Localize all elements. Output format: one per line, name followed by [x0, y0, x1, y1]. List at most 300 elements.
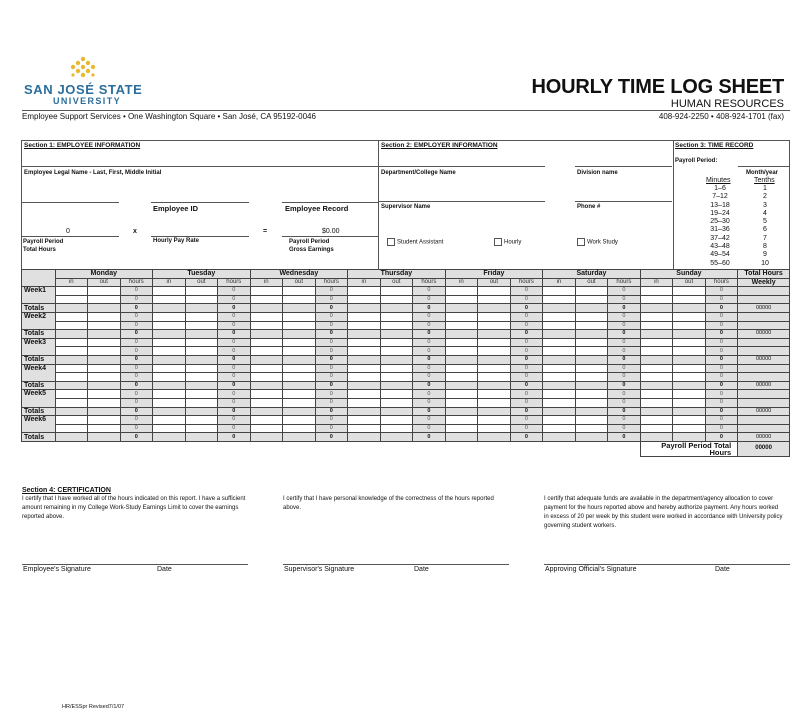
time-out-input[interactable] — [380, 287, 413, 296]
section1-title: Section 1: EMPLOYEE INFORMATION — [24, 142, 141, 149]
time-in-input[interactable] — [153, 364, 186, 373]
time-out-input[interactable] — [575, 424, 608, 433]
totals-row — [22, 304, 790, 313]
time-out-input[interactable] — [88, 295, 121, 304]
hours-value: 0 — [120, 295, 153, 304]
time-in-input[interactable] — [55, 398, 88, 407]
totals-in-blank — [153, 330, 186, 339]
gross-earnings-field[interactable] — [282, 236, 378, 237]
day-total-value: 0 — [315, 355, 348, 364]
time-out-input[interactable] — [673, 373, 706, 382]
time-in-input[interactable] — [543, 338, 576, 347]
time-out-input[interactable] — [478, 287, 511, 296]
time-out-input[interactable] — [575, 398, 608, 407]
time-out-input[interactable] — [88, 390, 121, 399]
hours-value: 0 — [413, 416, 446, 425]
checkbox-icon[interactable] — [387, 238, 395, 246]
hours-value: 0 — [218, 416, 251, 425]
time-in-input[interactable] — [153, 347, 186, 356]
time-out-input[interactable] — [283, 287, 316, 296]
totals-out-blank — [380, 355, 413, 364]
employee-record-field[interactable] — [282, 202, 378, 203]
time-in-input[interactable] — [348, 321, 381, 330]
time-out-input[interactable] — [478, 321, 511, 330]
totals-in-blank — [543, 433, 576, 442]
time-in-input[interactable] — [543, 347, 576, 356]
time-out-input[interactable] — [380, 398, 413, 407]
hours-value: 0 — [218, 398, 251, 407]
payroll-period-field[interactable] — [738, 166, 790, 167]
totals-in-blank — [153, 407, 186, 416]
time-out-input[interactable] — [673, 424, 706, 433]
time-out-input[interactable] — [283, 424, 316, 433]
employee-date-label: Date — [157, 566, 172, 573]
time-in-input[interactable] — [543, 312, 576, 321]
hours-value: 0 — [608, 364, 641, 373]
official-signature-line[interactable] — [544, 564, 790, 565]
time-in-input[interactable] — [348, 364, 381, 373]
day-total-value: 0 — [413, 407, 446, 416]
totals-out-blank — [185, 381, 218, 390]
time-in-input[interactable] — [153, 398, 186, 407]
time-in-input[interactable] — [348, 416, 381, 425]
payroll-total-label: Payroll Period Total Hours — [640, 441, 738, 456]
totals-in-blank — [153, 381, 186, 390]
totals-in-blank — [250, 407, 283, 416]
time-out-input[interactable] — [380, 338, 413, 347]
time-in-input[interactable] — [543, 416, 576, 425]
time-in-input[interactable] — [348, 312, 381, 321]
time-out-input[interactable] — [478, 373, 511, 382]
time-out-input[interactable] — [283, 347, 316, 356]
time-out-input[interactable] — [478, 295, 511, 304]
time-out-input[interactable] — [478, 347, 511, 356]
time-out-input[interactable] — [283, 390, 316, 399]
checkbox-icon[interactable] — [494, 238, 502, 246]
hours-value: 0 — [608, 338, 641, 347]
time-out-input[interactable] — [283, 373, 316, 382]
time-out-input[interactable] — [185, 321, 218, 330]
time-in-input[interactable] — [543, 373, 576, 382]
time-out-input[interactable] — [673, 321, 706, 330]
division-field[interactable] — [575, 201, 672, 202]
totals-label: Totals — [22, 304, 56, 313]
time-out-input[interactable] — [88, 312, 121, 321]
totals-in-blank — [250, 381, 283, 390]
totals-in-blank — [250, 304, 283, 313]
time-out-input[interactable] — [575, 287, 608, 296]
dept-top-line — [378, 166, 545, 167]
time-in-input[interactable] — [250, 364, 283, 373]
hours-value: 0 — [705, 312, 738, 321]
totals-out-blank — [185, 355, 218, 364]
totals-in-blank — [250, 433, 283, 442]
time-in-input[interactable] — [640, 287, 673, 296]
totals-out-blank — [185, 433, 218, 442]
time-in-input[interactable] — [543, 390, 576, 399]
time-out-input[interactable] — [283, 398, 316, 407]
totals-out-blank — [88, 304, 121, 313]
totals-in-blank — [153, 355, 186, 364]
time-out-input[interactable] — [575, 416, 608, 425]
time-in-input[interactable] — [153, 287, 186, 296]
time-in-input[interactable] — [543, 364, 576, 373]
totals-out-blank — [88, 330, 121, 339]
time-in-input[interactable] — [543, 287, 576, 296]
time-in-input[interactable] — [55, 287, 88, 296]
time-out-input[interactable] — [380, 424, 413, 433]
hours-value: 0 — [510, 398, 543, 407]
time-in-input[interactable] — [445, 373, 478, 382]
dept-label: Department/College Name — [381, 170, 456, 176]
day-total-value: 0 — [510, 407, 543, 416]
time-in-input[interactable] — [445, 347, 478, 356]
week-label: Week4 — [22, 364, 56, 381]
time-out-input[interactable] — [88, 416, 121, 425]
hours-value: 0 — [510, 390, 543, 399]
totals-label: Totals — [22, 330, 56, 339]
time-out-input[interactable] — [88, 287, 121, 296]
time-in-input[interactable] — [153, 424, 186, 433]
time-in-input[interactable] — [348, 390, 381, 399]
time-in-input[interactable] — [348, 347, 381, 356]
totals-row — [22, 381, 790, 390]
time-out-input[interactable] — [88, 373, 121, 382]
time-in-input[interactable] — [250, 390, 283, 399]
time-in-input[interactable] — [445, 287, 478, 296]
hours-value: 0 — [218, 347, 251, 356]
header-divider — [22, 110, 790, 111]
time-out-input[interactable] — [185, 295, 218, 304]
time-in-input[interactable] — [55, 364, 88, 373]
time-in-input[interactable] — [543, 424, 576, 433]
checkbox-hourly[interactable]: Hourly — [494, 238, 521, 246]
time-out-input[interactable] — [185, 390, 218, 399]
hours-value: 0 — [413, 364, 446, 373]
time-in-input[interactable] — [55, 390, 88, 399]
time-in-input[interactable] — [640, 373, 673, 382]
time-in-input[interactable] — [445, 338, 478, 347]
table-row — [22, 295, 790, 304]
time-in-input[interactable] — [55, 295, 88, 304]
time-in-input[interactable] — [153, 416, 186, 425]
time-in-input[interactable] — [55, 312, 88, 321]
time-in-input[interactable] — [153, 312, 186, 321]
table-row — [22, 373, 790, 382]
minutes-column: 1–6 7–12 13–18 19–24 25–30 31–36 37–42 43–48 49–54 55–60 — [710, 185, 730, 267]
time-out-input[interactable] — [575, 390, 608, 399]
time-in-input[interactable] — [250, 398, 283, 407]
checkbox-student-assistant[interactable]: Student Assistant — [387, 238, 443, 246]
time-out-input[interactable] — [185, 398, 218, 407]
totals-in-blank — [445, 304, 478, 313]
time-out-input[interactable] — [478, 390, 511, 399]
day-total-value: 0 — [510, 330, 543, 339]
time-in-input[interactable] — [153, 321, 186, 330]
totals-out-blank — [185, 304, 218, 313]
time-in-input[interactable] — [55, 416, 88, 425]
totals-out-blank — [380, 330, 413, 339]
day-total-value: 0 — [218, 433, 251, 442]
day-total-value: 0 — [705, 433, 738, 442]
table-row — [22, 364, 790, 373]
hours-value: 0 — [510, 312, 543, 321]
time-in-input[interactable] — [640, 364, 673, 373]
time-out-input[interactable] — [673, 295, 706, 304]
time-in-input[interactable] — [640, 321, 673, 330]
time-in-input[interactable] — [445, 321, 478, 330]
day-header-friday: Friday — [445, 270, 543, 279]
hours-value: 0 — [510, 424, 543, 433]
employee-certification-text: I certify that I have worked all of the hours indicated on this report. I have a sufficient amount remaining in my College Work-Study Earnings Limit to cover the earnings reported above. — [22, 496, 246, 520]
time-in-input[interactable] — [348, 373, 381, 382]
time-out-input[interactable] — [673, 364, 706, 373]
employee-id-field[interactable] — [151, 202, 249, 203]
hours-value: 0 — [120, 398, 153, 407]
time-in-input[interactable] — [55, 347, 88, 356]
section2-title: Section 2: EMPLOYER INFORMATION — [381, 142, 498, 149]
hours-value: 0 — [705, 390, 738, 399]
checkbox-work-study[interactable]: Work Study — [577, 238, 618, 246]
time-out-input[interactable] — [185, 287, 218, 296]
time-in-input[interactable] — [55, 321, 88, 330]
in-header: in — [348, 278, 381, 287]
division-top-line — [575, 166, 672, 167]
time-in-input[interactable] — [250, 347, 283, 356]
hours-value: 0 — [120, 312, 153, 321]
time-in-input[interactable] — [250, 312, 283, 321]
time-in-input[interactable] — [445, 364, 478, 373]
totals-out-blank — [575, 304, 608, 313]
division-label: Division name — [577, 170, 618, 176]
legal-name-field[interactable] — [21, 202, 119, 203]
time-out-input[interactable] — [88, 338, 121, 347]
time-in-input[interactable] — [445, 295, 478, 304]
time-out-input[interactable] — [283, 364, 316, 373]
totals-out-blank — [283, 330, 316, 339]
time-out-input[interactable] — [185, 347, 218, 356]
time-in-input[interactable] — [640, 338, 673, 347]
time-out-input[interactable] — [88, 424, 121, 433]
hours-value: 0 — [705, 347, 738, 356]
totals-out-blank — [185, 330, 218, 339]
hours-value: 0 — [218, 295, 251, 304]
time-in-input[interactable] — [640, 424, 673, 433]
supervisor-date-label: Date — [414, 566, 429, 573]
weekly-total-value: 00000 — [738, 304, 790, 313]
time-out-input[interactable] — [380, 364, 413, 373]
time-in-input[interactable] — [250, 424, 283, 433]
day-total-value: 0 — [120, 355, 153, 364]
time-out-input[interactable] — [575, 347, 608, 356]
time-out-input[interactable] — [478, 398, 511, 407]
day-total-value: 0 — [315, 433, 348, 442]
time-in-input[interactable] — [250, 338, 283, 347]
time-in-input[interactable] — [55, 424, 88, 433]
hours-value: 0 — [315, 416, 348, 425]
time-in-input[interactable] — [348, 287, 381, 296]
time-in-input[interactable] — [543, 398, 576, 407]
hours-value: 0 — [510, 321, 543, 330]
time-in-input[interactable] — [250, 416, 283, 425]
time-out-input[interactable] — [88, 364, 121, 373]
time-in-input[interactable] — [153, 295, 186, 304]
totals-out-blank — [478, 355, 511, 364]
time-out-input[interactable] — [575, 373, 608, 382]
day-total-value: 0 — [120, 330, 153, 339]
time-out-input[interactable] — [88, 347, 121, 356]
totals-out-blank — [283, 381, 316, 390]
legal-name-label: Employee Legal Name - Last, First, Middle Initial — [24, 170, 162, 176]
time-out-input[interactable] — [673, 312, 706, 321]
time-in-input[interactable] — [348, 338, 381, 347]
time-out-input[interactable] — [478, 416, 511, 425]
totals-in-blank — [250, 355, 283, 364]
time-out-input[interactable] — [185, 416, 218, 425]
time-in-input[interactable] — [640, 398, 673, 407]
day-total-value: 0 — [705, 304, 738, 313]
time-out-input[interactable] — [380, 416, 413, 425]
time-out-input[interactable] — [575, 295, 608, 304]
time-in-input[interactable] — [348, 398, 381, 407]
time-out-input[interactable] — [380, 295, 413, 304]
pay-rate-field[interactable] — [151, 236, 249, 237]
dept-field[interactable] — [378, 201, 545, 202]
time-out-input[interactable] — [478, 338, 511, 347]
hours-value: 0 — [120, 416, 153, 425]
time-out-input[interactable] — [380, 373, 413, 382]
time-out-input[interactable] — [575, 338, 608, 347]
in-header: in — [55, 278, 88, 287]
time-out-input[interactable] — [185, 312, 218, 321]
day-total-value: 0 — [218, 381, 251, 390]
day-header-wednesday: Wednesday — [250, 270, 348, 279]
employee-signature-line[interactable] — [22, 564, 248, 565]
time-in-input[interactable] — [55, 373, 88, 382]
totals-in-blank — [348, 433, 381, 442]
time-in-input[interactable] — [55, 338, 88, 347]
table-row — [22, 390, 790, 399]
time-out-input[interactable] — [380, 347, 413, 356]
time-out-input[interactable] — [88, 321, 121, 330]
time-out-input[interactable] — [185, 424, 218, 433]
checkbox-icon[interactable] — [577, 238, 585, 246]
gross-earnings-value: $0.00 — [322, 228, 340, 235]
pay-rate-label: Hourly Pay Rate — [153, 238, 200, 244]
time-in-input[interactable] — [640, 312, 673, 321]
time-out-input[interactable] — [283, 295, 316, 304]
time-out-input[interactable] — [185, 364, 218, 373]
time-out-input[interactable] — [673, 287, 706, 296]
time-out-input[interactable] — [478, 364, 511, 373]
time-in-input[interactable] — [445, 390, 478, 399]
time-out-input[interactable] — [380, 321, 413, 330]
totals-out-blank — [673, 304, 706, 313]
time-out-input[interactable] — [673, 398, 706, 407]
time-in-input[interactable] — [348, 295, 381, 304]
hours-value: 0 — [120, 364, 153, 373]
corner-cell — [22, 270, 56, 287]
day-total-value: 0 — [413, 330, 446, 339]
time-in-input[interactable] — [250, 321, 283, 330]
time-out-input[interactable] — [283, 312, 316, 321]
time-in-input[interactable] — [640, 347, 673, 356]
time-out-input[interactable] — [283, 338, 316, 347]
time-out-input[interactable] — [673, 338, 706, 347]
time-out-input[interactable] — [88, 398, 121, 407]
time-out-input[interactable] — [673, 416, 706, 425]
hours-value: 0 — [120, 338, 153, 347]
hours-value: 0 — [705, 321, 738, 330]
time-in-input[interactable] — [640, 416, 673, 425]
time-in-input[interactable] — [543, 295, 576, 304]
time-in-input[interactable] — [445, 416, 478, 425]
office-address: Employee Support Services • One Washington Square • San José, CA 95192-0046 — [22, 112, 316, 121]
hours-value: 0 — [120, 321, 153, 330]
hours-value: 0 — [218, 321, 251, 330]
time-in-input[interactable] — [250, 287, 283, 296]
time-out-input[interactable] — [283, 416, 316, 425]
in-header: in — [250, 278, 283, 287]
hours-value: 0 — [315, 347, 348, 356]
totals-in-blank — [55, 330, 88, 339]
time-in-input[interactable] — [250, 295, 283, 304]
hours-value: 0 — [120, 347, 153, 356]
hours-value: 0 — [315, 373, 348, 382]
time-out-input[interactable] — [575, 312, 608, 321]
hours-value: 0 — [120, 373, 153, 382]
totals-in-blank — [640, 407, 673, 416]
time-out-input[interactable] — [380, 312, 413, 321]
time-in-input[interactable] — [445, 424, 478, 433]
hours-value: 0 — [413, 347, 446, 356]
time-in-input[interactable] — [543, 321, 576, 330]
time-in-input[interactable] — [445, 312, 478, 321]
time-in-input[interactable] — [153, 390, 186, 399]
time-out-input[interactable] — [380, 390, 413, 399]
totals-row — [22, 407, 790, 416]
time-out-input[interactable] — [575, 321, 608, 330]
week-label: Week3 — [22, 338, 56, 355]
time-in-input[interactable] — [250, 373, 283, 382]
day-header-thursday: Thursday — [348, 270, 446, 279]
time-in-input[interactable] — [640, 295, 673, 304]
out-header: out — [88, 278, 121, 287]
hours-value: 0 — [315, 424, 348, 433]
time-out-input[interactable] — [478, 312, 511, 321]
hours-value: 0 — [510, 416, 543, 425]
time-out-input[interactable] — [283, 321, 316, 330]
revision-note: HR/ESSpr Revised7/1/07 — [62, 704, 125, 710]
time-out-input[interactable] — [185, 338, 218, 347]
weekly-total-value: 00000 — [738, 433, 790, 442]
weekly-blank — [738, 373, 790, 382]
time-in-input[interactable] — [445, 398, 478, 407]
weekly-total-value: 00000 — [738, 355, 790, 364]
time-out-input[interactable] — [185, 373, 218, 382]
time-out-input[interactable] — [673, 347, 706, 356]
time-in-input[interactable] — [348, 424, 381, 433]
time-in-input[interactable] — [153, 373, 186, 382]
time-in-input[interactable] — [153, 338, 186, 347]
time-out-input[interactable] — [575, 364, 608, 373]
time-in-input[interactable] — [640, 390, 673, 399]
hours-value: 0 — [413, 390, 446, 399]
time-out-input[interactable] — [673, 390, 706, 399]
time-out-input[interactable] — [478, 424, 511, 433]
supervisor-signature-line[interactable] — [283, 564, 509, 565]
total-hours-field[interactable] — [21, 236, 119, 237]
